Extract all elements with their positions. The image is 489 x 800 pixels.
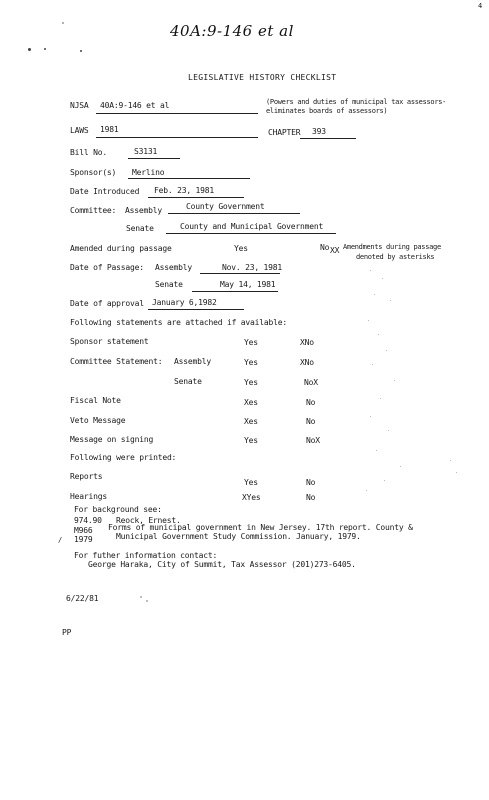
corner-mark: 4 [478, 2, 483, 10]
sponsor-underline [128, 178, 250, 179]
njsa-note-line1: (Powers and duties of municipal tax assessors- [266, 98, 447, 106]
page-title: LEGISLATIVE HISTORY CHECKLIST [188, 73, 337, 82]
statement-yes: Xes [244, 417, 258, 426]
printed-label: Reports [70, 472, 103, 481]
background-call-number: 974.90 [74, 516, 102, 525]
printed-yes: Yes [244, 478, 258, 487]
statement-no: No [306, 417, 316, 426]
passage-assembly-label: Assembly [155, 263, 192, 272]
passage-assembly-value: Nov. 23, 1981 [222, 263, 283, 272]
attached-heading: Following statements are attached if available: [70, 318, 287, 327]
statement-yes: Yes [244, 338, 258, 347]
scan-speck [80, 50, 82, 52]
scan-speck [28, 48, 31, 51]
scan-speck [140, 596, 142, 598]
laws-label: LAWS [70, 126, 89, 135]
committee-assembly-label: Assembly [125, 206, 162, 215]
statement-label: Fiscal Note [70, 396, 121, 405]
committee-assembly-underline [168, 213, 300, 214]
amended-xmark: XX [330, 246, 340, 255]
njsa-label: NJSA [70, 101, 89, 110]
passage-senate-value: May 14, 1981 [220, 280, 276, 289]
passage-senate-label: Senate [155, 280, 183, 289]
amended-no: No [320, 243, 330, 252]
date-introduced-label: Date Introduced [70, 187, 140, 196]
njsa-value: 40A:9-146 et al [100, 101, 170, 110]
background-line: Reock, Ernest. [116, 516, 181, 525]
amended-label: Amended during passage [70, 244, 172, 253]
contact-heading: For futher information contact: [74, 551, 218, 560]
statement-sub: Senate [174, 377, 202, 386]
statement-no: XNo [300, 338, 314, 347]
background-line: Forms of municipal government in New Jersey. 17th report. County & [108, 523, 413, 532]
bill-underline [128, 158, 180, 159]
committee-senate-value: County and Municipal Government [180, 222, 324, 231]
amended-note-line2: denoted by asterisks [356, 253, 435, 261]
statement-yes: Yes [244, 358, 258, 367]
njsa-underline [96, 113, 258, 114]
background-call-number: 1979 [74, 535, 93, 544]
margin-tick: / [58, 536, 62, 544]
sponsor-value: Merlino [132, 168, 165, 177]
chapter-label: CHAPTER [268, 128, 301, 137]
njsa-note-line2: eliminates boards of assessors) [266, 107, 388, 115]
amended-note-line1: Amendments during passage [343, 243, 441, 251]
printed-no: No [306, 493, 316, 502]
statement-no: NoX [304, 378, 318, 387]
statement-yes: Yes [244, 378, 258, 387]
approval-value: January 6,1982 [152, 298, 217, 307]
passage-assembly-underline [200, 273, 280, 274]
statement-no: NoX [306, 436, 320, 445]
handwritten-reference: 40A:9-146 et al [170, 22, 294, 40]
contact-line: George Haraka, City of Summit, Tax Assessor (201)273-6405. [88, 560, 356, 569]
initials: PP [62, 628, 72, 637]
statement-label: Committee Statement: [70, 357, 163, 366]
committee-assembly-value: County Government [186, 202, 265, 211]
sponsor-label: Sponsor(s) [70, 168, 117, 177]
background-call-number: M966 [74, 526, 93, 535]
passage-label: Date of Passage: [70, 263, 144, 272]
bill-value: S3131 [134, 147, 158, 156]
statement-label: Message on signing [70, 435, 154, 444]
laws-value: 1981 [100, 125, 119, 134]
statement-yes: Xes [244, 398, 258, 407]
bill-label: Bill No. [70, 148, 107, 157]
laws-underline [96, 137, 258, 138]
printed-no: No [306, 478, 316, 487]
committee-senate-underline [166, 233, 336, 234]
committee-senate-label: Senate [126, 224, 154, 233]
statement-no: No [306, 398, 316, 407]
background-line: Municipal Government Study Commission. January, 1979. [116, 532, 361, 541]
chapter-value: 393 [312, 127, 326, 136]
statement-sub: Assembly [174, 357, 211, 366]
statement-label: Veto Message [70, 416, 126, 425]
scan-speck [44, 48, 46, 50]
statement-yes: Yes [244, 436, 258, 445]
passage-senate-underline [192, 291, 278, 292]
scan-speck [146, 600, 148, 602]
printed-yes: XYes [242, 493, 261, 502]
chapter-underline [300, 138, 356, 139]
date-introduced-value: Feb. 23, 1981 [154, 186, 215, 195]
approval-underline [148, 309, 244, 310]
scan-noise [360, 260, 470, 500]
printed-heading: Following were printed: [70, 453, 177, 462]
statement-label: Sponsor statement [70, 337, 149, 346]
approval-label: Date of approval [70, 299, 144, 308]
amended-yes: Yes [234, 244, 248, 253]
scan-speck [62, 22, 64, 24]
date-introduced-underline [148, 197, 244, 198]
printed-label: Hearings [70, 492, 107, 501]
background-heading: For background see: [74, 505, 162, 514]
date-stamp: 6/22/81 [66, 594, 99, 603]
committee-label: Committee: [70, 206, 117, 215]
statement-no: XNo [300, 358, 314, 367]
